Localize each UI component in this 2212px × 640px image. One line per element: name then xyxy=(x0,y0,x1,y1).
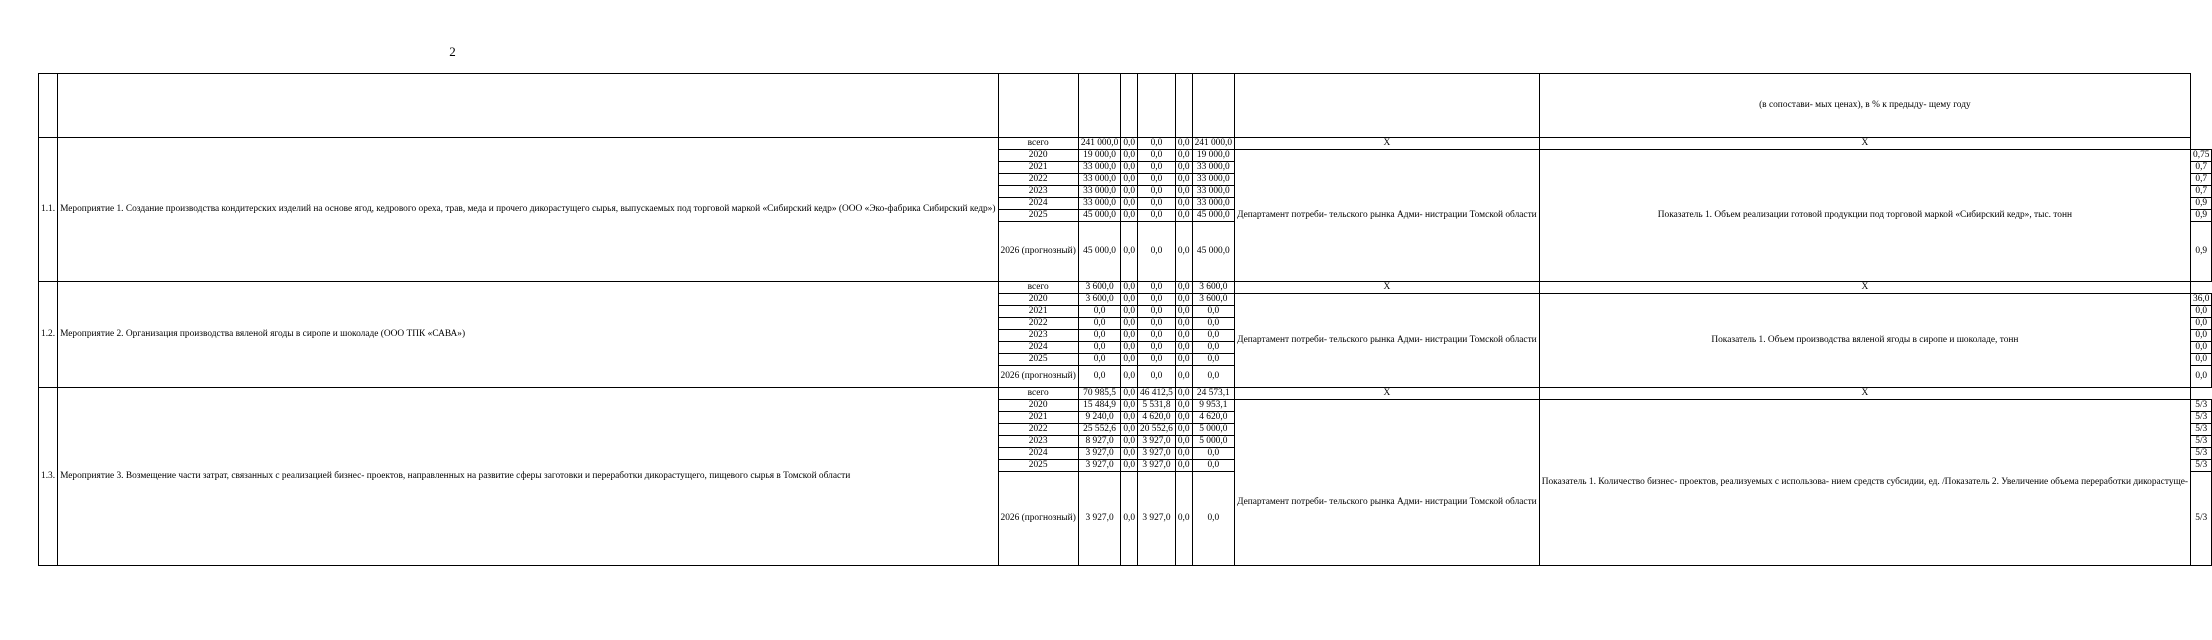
amount-extrabudget: 5 000,0 xyxy=(1192,436,1235,448)
table-row xyxy=(39,388,2212,400)
measure-name: Мероприятие 3. Возмещение части затрат, связанных с реализацией бизнес- проектов, направленных на развитие сферы заготовки и переработки дикорастущего, пищевого сырья в Томской области xyxy=(58,388,998,566)
amount-local: 0,0 xyxy=(1175,210,1192,222)
amount-local: 0,0 xyxy=(1175,448,1192,460)
amount-regional: 20 552,6 xyxy=(1138,424,1176,436)
indicator-value: 0,7 xyxy=(2191,186,2212,198)
year-cell: 2020 xyxy=(998,294,1078,306)
amount-extrabudget: 0,0 xyxy=(1192,342,1235,354)
amount-regional: 0,0 xyxy=(1138,150,1176,162)
indicator-value: 0,75 xyxy=(2191,150,2212,162)
amount-extrabudget: 3 600,0 xyxy=(1192,294,1235,306)
measure-name: Мероприятие 1. Создание производства кондитерских изделий на основе ягод, кедрового ореха, трав, меда и прочего дикорастущего сырья, выпускаемых под торговой маркой «Сибирский кедр» (ООО «Эко-фабрика Сибирский кедр») xyxy=(58,138,998,282)
amount-federal: 0,0 xyxy=(1121,186,1138,198)
amount-local: 0,0 xyxy=(1175,424,1192,436)
amount-local: 0,0 xyxy=(1175,436,1192,448)
amount-total: 0,0 xyxy=(1078,342,1121,354)
year-cell: всего xyxy=(998,138,1078,150)
amount-total: 33 000,0 xyxy=(1078,162,1121,174)
amount-federal: 0,0 xyxy=(1121,366,1138,388)
measure-name: Мероприятие 2. Организация производства вяленой ягоды в сиропе и шоколаде (ООО ТПК «САВА») xyxy=(58,282,998,388)
amount-federal: 0,0 xyxy=(1121,162,1138,174)
row-index: 1.1. xyxy=(39,138,58,282)
indicator-value: 0,0 xyxy=(2191,318,2212,330)
year-cell: 2026 (прогнозный) xyxy=(998,222,1078,282)
indicator-value: 5/3 xyxy=(2191,460,2212,472)
amount-federal: 0,0 xyxy=(1121,210,1138,222)
amount-total: 3 927,0 xyxy=(1078,472,1121,566)
row-index: 1.2. xyxy=(39,282,58,388)
year-cell: 2025 xyxy=(998,210,1078,222)
amount-total: 0,0 xyxy=(1078,354,1121,366)
year-cell: 2025 xyxy=(998,460,1078,472)
year-cell: 2026 (прогнозный) xyxy=(998,472,1078,566)
amount-total: 15 484,9 xyxy=(1078,400,1121,412)
amount-regional: 4 620,0 xyxy=(1138,412,1176,424)
amount-local: 0,0 xyxy=(1175,388,1192,400)
amount-extrabudget: 33 000,0 xyxy=(1192,174,1235,186)
amount-local: 0,0 xyxy=(1175,330,1192,342)
amount-local: 0,0 xyxy=(1175,174,1192,186)
amount-local: 0,0 xyxy=(1175,342,1192,354)
amount-regional: 3 927,0 xyxy=(1138,472,1176,566)
year-cell: всего xyxy=(998,388,1078,400)
amount-federal: 0,0 xyxy=(1121,282,1138,294)
amount-federal: 0,0 xyxy=(1121,150,1138,162)
page-number: 2 xyxy=(449,44,456,59)
amount-federal: 0,0 xyxy=(1121,342,1138,354)
year-cell: 2025 xyxy=(998,354,1078,366)
amount-extrabudget: 45 000,0 xyxy=(1192,222,1235,282)
amount-local: 0,0 xyxy=(1175,138,1192,150)
amount-total: 3 927,0 xyxy=(1078,460,1121,472)
year-cell: 2024 xyxy=(998,198,1078,210)
amount-local: 0,0 xyxy=(1175,472,1192,566)
amount-extrabudget: 0,0 xyxy=(1192,318,1235,330)
indicator-value: 36,0 xyxy=(2191,294,2212,306)
year-cell: 2021 xyxy=(998,412,1078,424)
amount-regional: 0,0 xyxy=(1138,306,1176,318)
amount-federal: 0,0 xyxy=(1121,412,1138,424)
header-cell-last: (в сопостави- мых ценах), в % к предыду- щему году xyxy=(1539,74,2190,138)
amount-extrabudget: 0,0 xyxy=(1192,472,1235,566)
amount-regional: 3 927,0 xyxy=(1138,436,1176,448)
amount-regional: 5 531,8 xyxy=(1138,400,1176,412)
amount-extrabudget: 0,0 xyxy=(1192,330,1235,342)
amount-extrabudget: 33 000,0 xyxy=(1192,186,1235,198)
amount-extrabudget: 4 620,0 xyxy=(1192,412,1235,424)
amount-extrabudget: 19 000,0 xyxy=(1192,150,1235,162)
amount-regional: 0,0 xyxy=(1138,162,1176,174)
amount-regional: 0,0 xyxy=(1138,354,1176,366)
amount-local: 0,0 xyxy=(1175,412,1192,424)
amount-extrabudget: 33 000,0 xyxy=(1192,198,1235,210)
amount-local: 0,0 xyxy=(1175,460,1192,472)
amount-total: 8 927,0 xyxy=(1078,436,1121,448)
indicator-value: Х xyxy=(1539,138,2190,150)
amount-federal: 0,0 xyxy=(1121,330,1138,342)
responsible-x: Х xyxy=(1235,388,1540,400)
amount-federal: 0,0 xyxy=(1121,174,1138,186)
amount-extrabudget: 241 000,0 xyxy=(1192,138,1235,150)
amount-local: 0,0 xyxy=(1175,400,1192,412)
amount-local: 0,0 xyxy=(1175,222,1192,282)
amount-federal: 0,0 xyxy=(1121,294,1138,306)
responsible-department: Департамент потреби- тельского рынка Адми- нистрации Томской области xyxy=(1235,400,1540,566)
amount-regional: 0,0 xyxy=(1138,330,1176,342)
amount-extrabudget: 24 573,1 xyxy=(1192,388,1235,400)
indicator-value: 5/3 xyxy=(2191,436,2212,448)
indicator-value: 5/3 xyxy=(2191,412,2212,424)
amount-regional: 0,0 xyxy=(1138,222,1176,282)
amount-regional: 0,0 xyxy=(1138,318,1176,330)
amount-regional: 0,0 xyxy=(1138,138,1176,150)
indicator-value: 0,7 xyxy=(2191,162,2212,174)
year-cell: 2023 xyxy=(998,436,1078,448)
amount-total: 45 000,0 xyxy=(1078,222,1121,282)
program-table xyxy=(38,73,2212,566)
amount-federal: 0,0 xyxy=(1121,472,1138,566)
amount-extrabudget: 0,0 xyxy=(1192,460,1235,472)
amount-regional: 0,0 xyxy=(1138,186,1176,198)
year-cell: 2024 xyxy=(998,448,1078,460)
amount-extrabudget: 9 953,1 xyxy=(1192,400,1235,412)
amount-regional: 3 927,0 xyxy=(1138,460,1176,472)
indicator-name: Показатель 1. Объем реализации готовой продукции под торговой маркой «Сибирский кедр», тыс. тонн xyxy=(1539,150,2190,282)
amount-extrabudget: 0,0 xyxy=(1192,366,1235,388)
indicator-value: 5/3 xyxy=(2191,448,2212,460)
indicator-value: Х xyxy=(1539,282,2190,294)
indicator-value: 0,9 xyxy=(2191,198,2212,210)
amount-total: 0,0 xyxy=(1078,330,1121,342)
amount-extrabudget: 0,0 xyxy=(1192,354,1235,366)
amount-federal: 0,0 xyxy=(1121,424,1138,436)
year-cell: 2021 xyxy=(998,162,1078,174)
year-cell: 2022 xyxy=(998,424,1078,436)
amount-regional: 0,0 xyxy=(1138,198,1176,210)
amount-federal: 0,0 xyxy=(1121,400,1138,412)
year-cell: 2022 xyxy=(998,174,1078,186)
header-row xyxy=(39,74,2212,138)
amount-federal: 0,0 xyxy=(1121,448,1138,460)
amount-federal: 0,0 xyxy=(1121,318,1138,330)
amount-total: 3 600,0 xyxy=(1078,294,1121,306)
table-row xyxy=(39,282,2212,294)
year-cell: 2023 xyxy=(998,186,1078,198)
table-row xyxy=(39,138,2212,150)
amount-total: 33 000,0 xyxy=(1078,186,1121,198)
year-cell: всего xyxy=(998,282,1078,294)
amount-extrabudget: 45 000,0 xyxy=(1192,210,1235,222)
amount-local: 0,0 xyxy=(1175,306,1192,318)
amount-local: 0,0 xyxy=(1175,318,1192,330)
amount-total: 0,0 xyxy=(1078,306,1121,318)
amount-total: 3 927,0 xyxy=(1078,448,1121,460)
amount-total: 3 600,0 xyxy=(1078,282,1121,294)
amount-extrabudget: 33 000,0 xyxy=(1192,162,1235,174)
year-cell: 2020 xyxy=(998,150,1078,162)
amount-total: 19 000,0 xyxy=(1078,150,1121,162)
amount-local: 0,0 xyxy=(1175,354,1192,366)
responsible-department: Департамент потреби- тельского рынка Адми- нистрации Томской области xyxy=(1235,150,1540,282)
year-cell: 2024 xyxy=(998,342,1078,354)
amount-local: 0,0 xyxy=(1175,186,1192,198)
amount-federal: 0,0 xyxy=(1121,138,1138,150)
amount-regional: 3 927,0 xyxy=(1138,448,1176,460)
year-cell: 2021 xyxy=(998,306,1078,318)
amount-total: 0,0 xyxy=(1078,318,1121,330)
amount-regional: 0,0 xyxy=(1138,174,1176,186)
indicator-value: 0,9 xyxy=(2191,210,2212,222)
amount-local: 0,0 xyxy=(1175,150,1192,162)
indicator-name: Показатель 1. Объем производства вяленой ягоды в сиропе и шоколаде, тонн xyxy=(1539,294,2190,388)
year-cell: 2020 xyxy=(998,400,1078,412)
amount-regional: 0,0 xyxy=(1138,294,1176,306)
amount-extrabudget: 5 000,0 xyxy=(1192,424,1235,436)
indicator-value: 0,0 xyxy=(2191,366,2212,388)
amount-federal: 0,0 xyxy=(1121,354,1138,366)
amount-extrabudget: 0,0 xyxy=(1192,448,1235,460)
amount-federal: 0,0 xyxy=(1121,198,1138,210)
row-index: 1.3. xyxy=(39,388,58,566)
amount-federal: 0,0 xyxy=(1121,388,1138,400)
amount-total: 9 240,0 xyxy=(1078,412,1121,424)
responsible-department: Департамент потреби- тельского рынка Адми- нистрации Томской области xyxy=(1235,294,1540,388)
indicator-value: 0,0 xyxy=(2191,342,2212,354)
indicator-value: 5/3 xyxy=(2191,400,2212,412)
amount-local: 0,0 xyxy=(1175,198,1192,210)
amount-extrabudget: 0,0 xyxy=(1192,306,1235,318)
amount-local: 0,0 xyxy=(1175,282,1192,294)
year-cell: 2026 (прогнозный) xyxy=(998,366,1078,388)
amount-federal: 0,0 xyxy=(1121,306,1138,318)
responsible-x: Х xyxy=(1235,138,1540,150)
amount-regional: 0,0 xyxy=(1138,210,1176,222)
indicator-value: 0,0 xyxy=(2191,306,2212,318)
amount-total: 25 552,6 xyxy=(1078,424,1121,436)
indicator-value: Х xyxy=(1539,388,2190,400)
amount-extrabudget: 3 600,0 xyxy=(1192,282,1235,294)
amount-local: 0,0 xyxy=(1175,162,1192,174)
amount-total: 33 000,0 xyxy=(1078,198,1121,210)
indicator-name: Показатель 1. Количество бизнес- проектов, реализуемых с использова- нием средств субсидии, ед. /Показатель 2. Увеличение объема переработки дикорастуще- xyxy=(1539,400,2190,566)
amount-regional: 0,0 xyxy=(1138,342,1176,354)
amount-total: 33 000,0 xyxy=(1078,174,1121,186)
year-cell: 2023 xyxy=(998,330,1078,342)
indicator-value: 0,7 xyxy=(2191,174,2212,186)
amount-local: 0,0 xyxy=(1175,294,1192,306)
responsible-x: Х xyxy=(1235,282,1540,294)
amount-federal: 0,0 xyxy=(1121,460,1138,472)
amount-total: 70 985,5 xyxy=(1078,388,1121,400)
amount-federal: 0,0 xyxy=(1121,436,1138,448)
indicator-value: 0,0 xyxy=(2191,354,2212,366)
indicator-value: 5/3 xyxy=(2191,424,2212,436)
amount-federal: 0,0 xyxy=(1121,222,1138,282)
amount-total: 45 000,0 xyxy=(1078,210,1121,222)
amount-regional: 0,0 xyxy=(1138,282,1176,294)
amount-regional: 46 412,5 xyxy=(1138,388,1176,400)
amount-local: 0,0 xyxy=(1175,366,1192,388)
year-cell: 2022 xyxy=(998,318,1078,330)
indicator-value: 0,0 xyxy=(2191,330,2212,342)
amount-total: 241 000,0 xyxy=(1078,138,1121,150)
amount-regional: 0,0 xyxy=(1138,366,1176,388)
amount-total: 0,0 xyxy=(1078,366,1121,388)
indicator-value: 0,9 xyxy=(2191,222,2212,282)
indicator-value: 5/3 xyxy=(2191,472,2212,566)
